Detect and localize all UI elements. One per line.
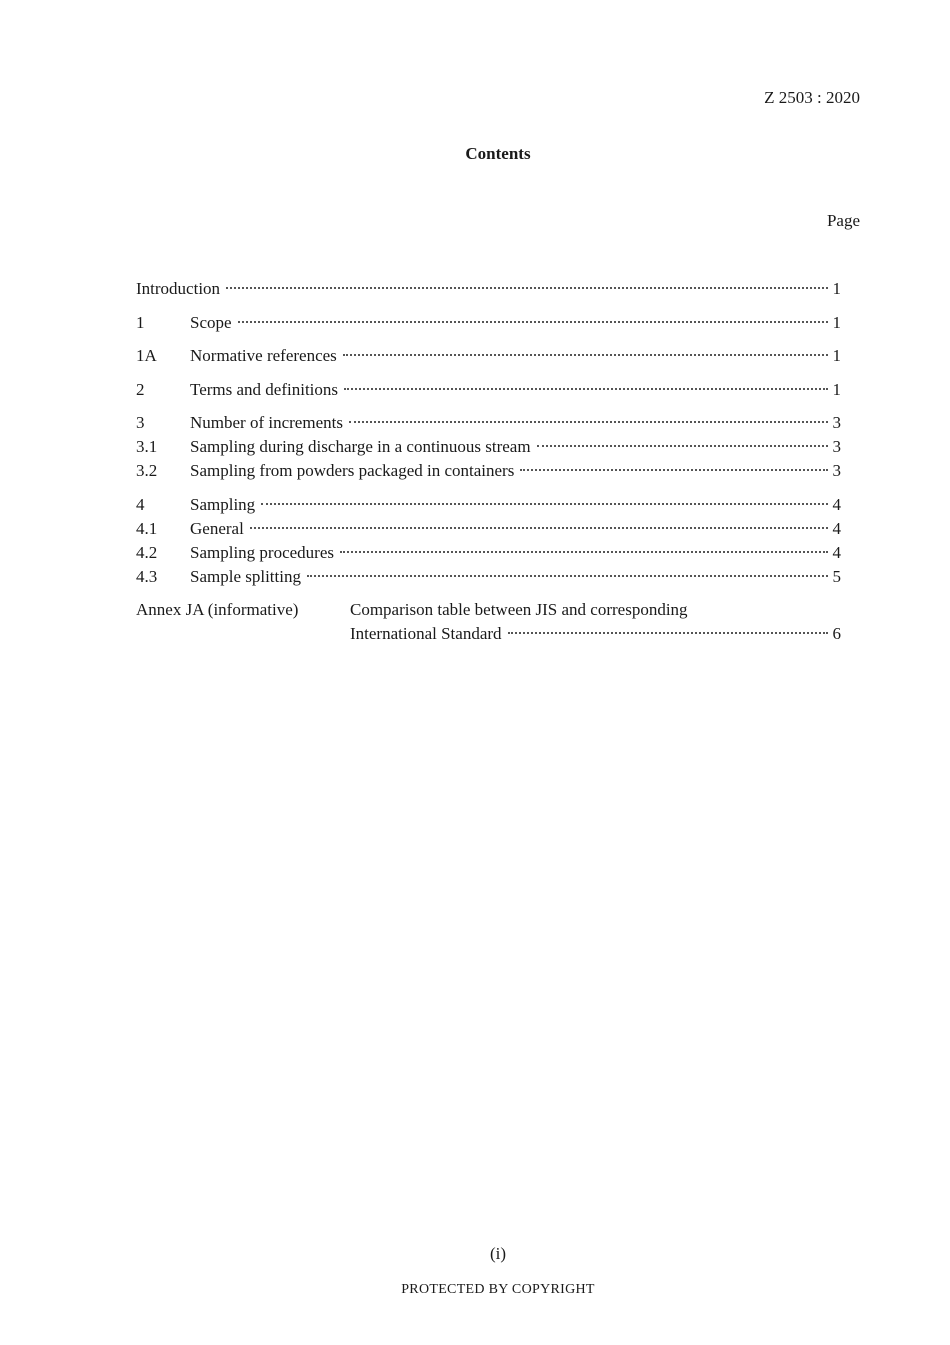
toc-entry-page: 1 [832, 279, 841, 298]
toc-entry-number: 1A [136, 346, 157, 365]
toc-entry-sampling-during-discharge[interactable] [136, 435, 841, 459]
annex-title-line1: Comparison table between JIS and corresponding [350, 600, 688, 619]
toc-entry-title: Sampling procedures [190, 542, 334, 562]
dot-leader [340, 551, 828, 553]
annex-title-line2: International Standard [350, 624, 502, 643]
toc-entry-page: 1 [832, 379, 841, 399]
toc-entry-sampling-procedures[interactable] [136, 541, 841, 565]
toc-entry-sampling[interactable] [136, 493, 841, 517]
toc-entry-number: 2 [136, 379, 145, 399]
annex-label: Annex JA (informative) [136, 600, 299, 619]
toc-entry-number: 4.1 [136, 518, 158, 538]
dot-leader [508, 632, 828, 634]
toc-entry-number: 3.1 [136, 437, 158, 456]
page-title: Contents [465, 144, 531, 163]
toc-entry-sample-splitting[interactable] [136, 565, 841, 589]
toc-entry-terms-and-definitions[interactable] [136, 378, 841, 402]
dot-leader [238, 321, 828, 323]
toc-entry-page: 1 [832, 312, 841, 332]
toc-entry-page: 3 [832, 437, 841, 456]
toc-entry-normative-references[interactable] [136, 344, 841, 368]
toc-entry-title: Sampling during discharge in a continuous stream [190, 437, 531, 456]
toc-entry-title: Normative references [190, 346, 337, 365]
toc-entry-introduction[interactable] [136, 277, 841, 301]
toc-entry-title: Scope [190, 312, 232, 332]
toc-entry-number-of-increments[interactable] [136, 411, 841, 435]
toc-entry-number: 3.2 [136, 461, 158, 480]
toc-entry-sampling-from-containers[interactable] [136, 459, 841, 483]
table-of-contents [136, 277, 841, 646]
dot-leader [537, 445, 828, 447]
toc-entry-title: Sampling from powders packaged in containers [190, 461, 515, 480]
dot-leader [343, 354, 828, 356]
toc-entry-title: Terms and definitions [190, 379, 339, 399]
toc-entry-general[interactable] [136, 517, 841, 541]
dot-leader [520, 469, 828, 471]
toc-entry-title: Introduction [136, 279, 221, 298]
toc-entry-page: 1 [832, 346, 841, 365]
toc-entry-title: Number of increments [190, 413, 343, 432]
toc-entry-page: 3 [832, 461, 841, 480]
toc-entry-page: 3 [832, 413, 841, 432]
toc-entry-annex-ja[interactable] [136, 598, 841, 646]
dot-leader [226, 287, 828, 289]
dot-leader [307, 575, 828, 577]
toc-entry-page: 4 [832, 518, 841, 538]
toc-entry-title: General [190, 518, 244, 538]
dot-leader [344, 388, 828, 390]
document-number: Z 2503 : 2020 [764, 88, 860, 107]
page-column-heading: Page [826, 211, 860, 230]
toc-entry-number: 3 [136, 413, 145, 432]
toc-entry-page: 4 [832, 542, 841, 562]
copyright-notice: PROTECTED BY COPYRIGHT [401, 1282, 595, 1297]
dot-leader [250, 527, 828, 529]
toc-entry-page: 6 [832, 624, 841, 643]
toc-entry-number: 4.2 [136, 542, 158, 562]
toc-entry-title: Sampling [190, 494, 256, 514]
toc-entry-number: 1 [136, 312, 145, 332]
toc-entry-scope[interactable] [136, 311, 841, 335]
dot-leader [261, 503, 828, 505]
toc-entry-page: 4 [832, 494, 841, 514]
page-folio: (i) [489, 1244, 507, 1263]
toc-entry-page: 5 [832, 566, 841, 586]
toc-entry-number: 4 [136, 494, 145, 514]
toc-entry-title: Sample splitting [190, 566, 301, 586]
toc-entry-number: 4.3 [136, 566, 158, 586]
dot-leader [349, 421, 828, 423]
